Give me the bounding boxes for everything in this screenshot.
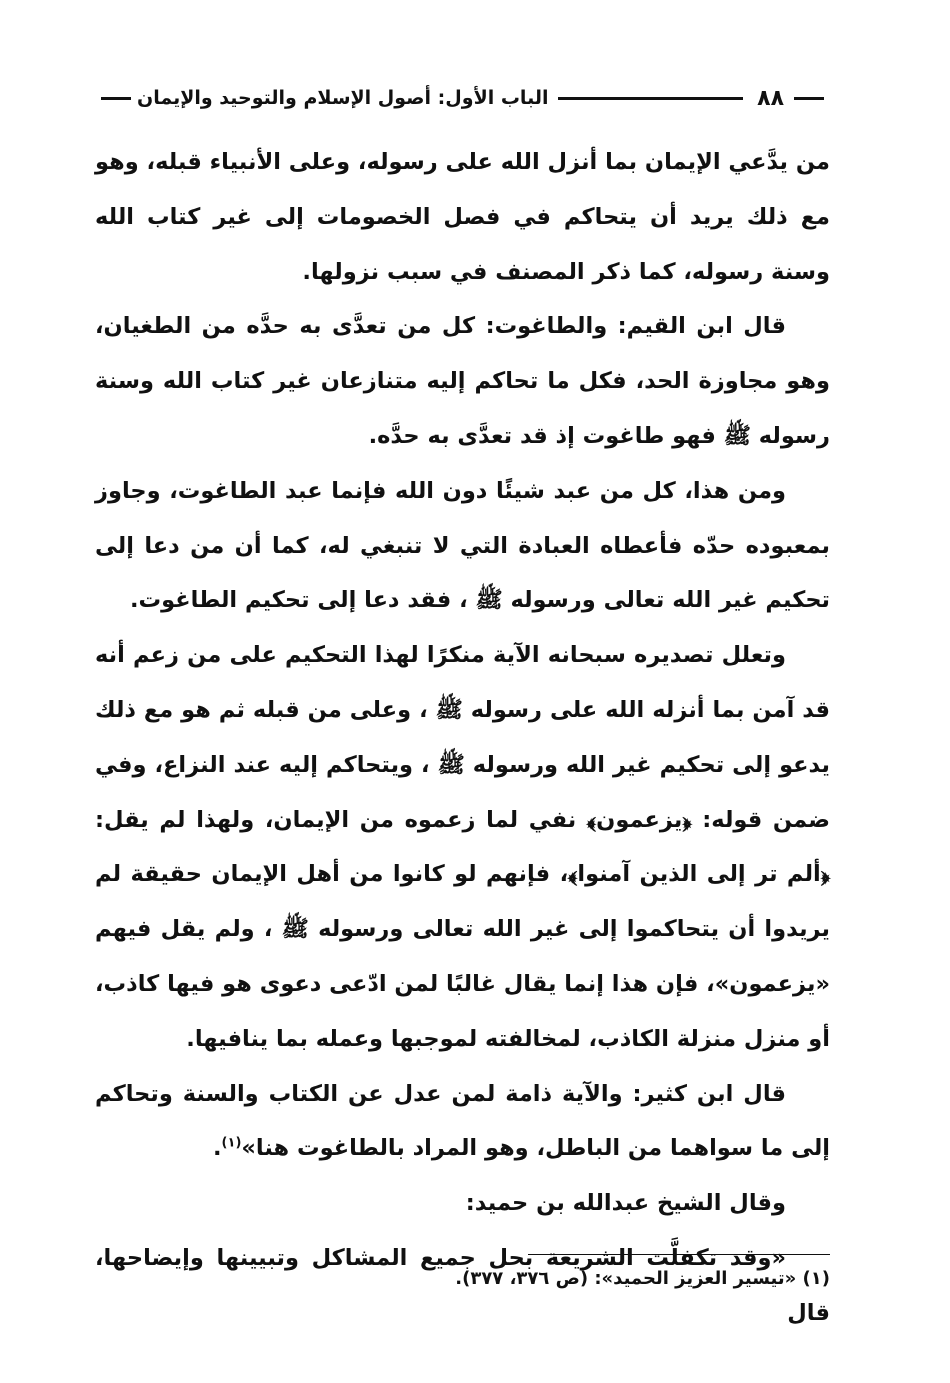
page-header (95, 82, 830, 114)
paragraph-end: . (212, 1135, 222, 1162)
footnote-marker: (١) (221, 1135, 242, 1151)
header-rule (558, 97, 743, 100)
paragraph (95, 1067, 830, 1177)
main-text (95, 135, 830, 1341)
paragraph: من يدَّعي الإيمان بما أنزل الله على رسوله، وعلى الأنبياء قبله، وهو مع ذلك يريد أن يتحاكم في فصل الخصومات إلى غير كتاب الله وسنة رسوله، كما ذكر المصنف في سبب نزولها. (95, 149, 830, 285)
paragraph: قال ابن القيم: والطاغوت: كل من تعدَّى به حدَّه من الطغيان، وهو مجاوزة الحد، فكل ما تحاكم إليه متنازعان غير كتاب الله وسنة رسوله ﷺ فهو طاغوت إذ قد تعدَّى به حدَّه. (95, 313, 830, 449)
paragraph: «وقد تكفلَّت الشريعة بحل جميع المشاكل وتبيينها وإيضاحها، قال (95, 1244, 830, 1326)
footnote: (١) «تيسير العزيز الحميد»: (ص ٣٧٦، ٣٧٧). (455, 1268, 830, 1289)
header-dash-left (101, 97, 131, 100)
footnote-separator (528, 1254, 830, 1255)
header-dash-right (794, 97, 824, 100)
subheading: وقال الشيخ عبدالله بن حميد: (465, 1190, 786, 1217)
paragraph: وتعلل تصديره سبحانه الآية منكرًا لهذا التحكيم على من زعم أنه قد آمن بما أنزله الله على رسوله ﷺ ، وعلى من قبله ثم هو مع ذلك يدعو إلى تحكيم غير الله ورسوله ﷺ ، ويتحاكم إليه عند النزاع، وفي ضمن قوله: ﴿يزعمون﴾ نفي لما زعموه من الإيمان، ولهذا لم يقل: ﴿ألم تر إلى الذين آمنوا﴾، فإنهم لو كانوا من أهل الإيمان حقيقة لم يريدوا أن يتحاكموا إلى غير الله تعالى ورسوله ﷺ ، ولم يقل فيهم «يزعمون»، فإن هذا إنما يقال غالبًا لمن ادّعى دعوى هو فيها كاذب، أو منزل منزلة الكاذب، لمخالفته لموجبها وعمله بما ينافيها. (95, 642, 830, 1052)
paragraph: ومن هذا، كل من عبد شيئًا دون الله فإنما عبد الطاغوت، وجاوز بمعبوده حدّه فأعطاه العبادة التي لا تنبغي له، كما أن من دعا إلى تحكيم غير الله تعالى ورسوله ﷺ ، فقد دعا إلى تحكيم الطاغوت. (95, 477, 830, 614)
running-title: الباب الأول: أصول الإسلام والتوحيد والإيمان (137, 87, 549, 109)
paragraph-text: قال ابن كثير: والآية ذامة لمن عدل عن الكتاب والسنة وتحاكم إلى ما سواهما من الباطل، وهو المراد بالطاغوت هنا» (95, 1080, 830, 1162)
page-number: ٨٨ (757, 85, 784, 111)
